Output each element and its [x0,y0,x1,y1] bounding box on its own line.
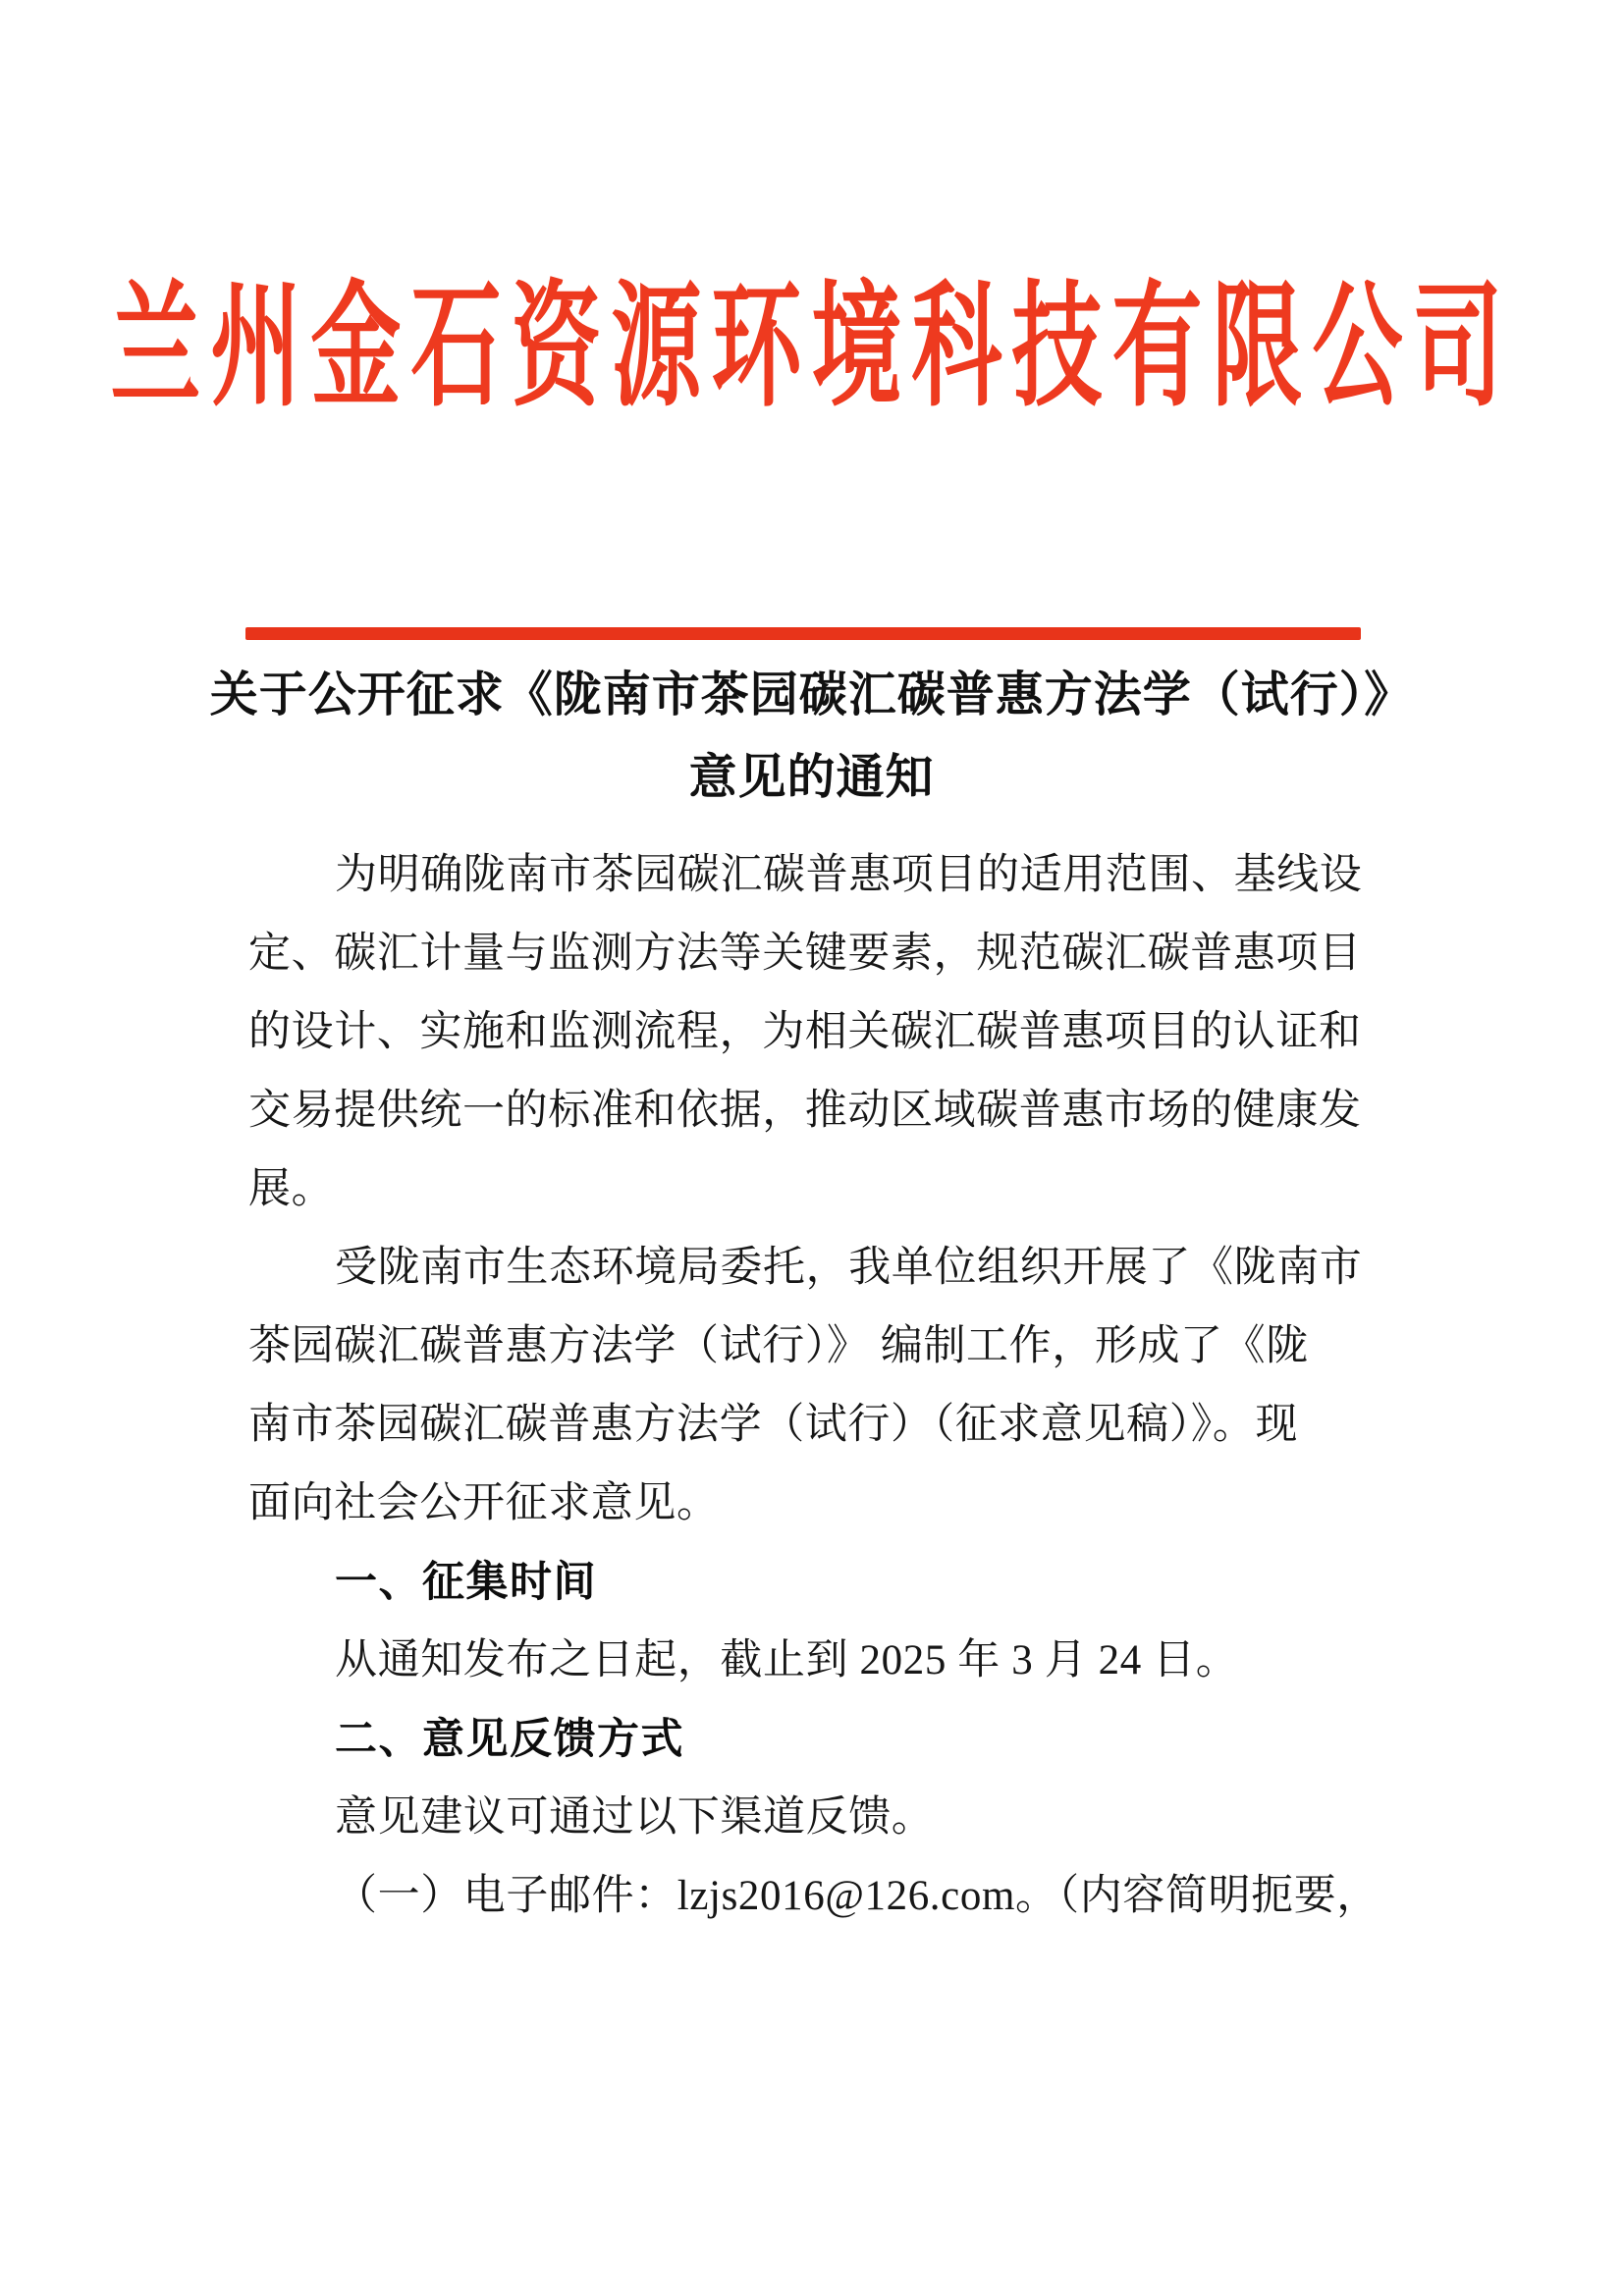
body-line: 茶园碳汇碳普惠方法学（试行）》 编制工作，形成了《陇 [248,1323,1309,1369]
body-line: 定、碳汇计量与监测方法等关键要素，规范碳汇碳普惠项目 [248,931,1362,977]
notice-title-line2: 意见的通知 [688,750,935,804]
body-line: 受陇南市生态环境局委托，我单位组织开展了《陇南市 [335,1245,1363,1291]
letterhead-company-name: 兰州金石资源环境科技有限公司 [110,272,1513,423]
body-line: 面向社会公开征求意见。 [248,1480,720,1526]
body-line: 为明确陇南市茶园碳汇碳普惠项目的适用范围、基线设 [335,852,1363,898]
body-line: 的设计、实施和监测流程，为相关碳汇碳普惠项目的认证和 [248,1009,1362,1055]
body-line-deadline: 从通知发布之日起，截止到 2025 年 3 月 24 日。 [335,1637,1239,1683]
notice-body [248,836,1380,1936]
letterhead-separator-line [245,627,1361,640]
body-line-email: （一）电子邮件：lzjs2016@126.com。（内容简明扼要， [335,1873,1380,1919]
body-line: 南市茶园碳汇碳普惠方法学（试行）（征求意见稿）》。现 [248,1402,1299,1448]
notice-title-line1: 关于公开征求《陇南市茶园碳汇碳普惠方法学（试行）》 [209,667,1414,721]
body-line: 交易提供统一的标准和依据，推动区域碳普惠市场的健康发 [248,1088,1362,1134]
notice-title [0,654,1623,819]
body-line: 展。 [248,1166,335,1212]
section-heading-collection-time: 一、征集时间 [335,1559,597,1606]
section-heading-feedback-method: 二、意见反馈方式 [335,1716,684,1763]
body-line: 意见建议可通过以下渠道反馈。 [335,1794,935,1841]
